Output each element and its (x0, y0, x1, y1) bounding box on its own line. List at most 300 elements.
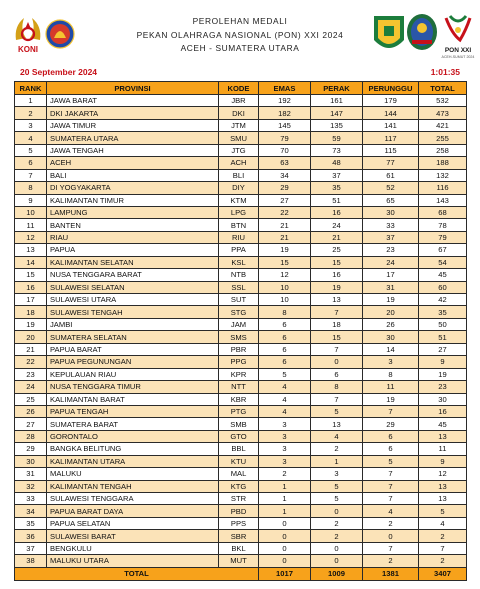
cell-rank: 32 (15, 480, 47, 492)
cell-silver: 2 (311, 530, 363, 542)
cell-code: NTB (219, 269, 259, 281)
cell-gold: 2 (259, 468, 311, 480)
cell-gold: 0 (259, 555, 311, 567)
table-row (15, 517, 467, 529)
cell-province: KALIMANTAN SELATAN (47, 256, 219, 268)
table-row (15, 542, 467, 554)
cell-province: ACEH (47, 157, 219, 169)
cell-total: 12 (419, 468, 467, 480)
cell-rank: 25 (15, 393, 47, 405)
cell-gold: 63 (259, 157, 311, 169)
cell-code: BBL (219, 443, 259, 455)
cell-total: 4 (419, 517, 467, 529)
cell-code: KTM (219, 194, 259, 206)
cell-total: 13 (419, 480, 467, 492)
cell-total: 79 (419, 231, 467, 243)
pon-logo-label: PON XXI (444, 47, 472, 54)
cell-rank: 30 (15, 455, 47, 467)
cell-province: SULAWESI SELATAN (47, 281, 219, 293)
cell-bronze: 141 (363, 119, 419, 131)
table-row (15, 95, 467, 107)
cell-silver: 35 (311, 182, 363, 194)
cell-bronze: 6 (363, 430, 419, 442)
cell-silver: 161 (311, 95, 363, 107)
cell-total: 9 (419, 356, 467, 368)
aceh-crest-icon (374, 16, 404, 48)
cell-total: 45 (419, 269, 467, 281)
cell-silver: 5 (311, 493, 363, 505)
cell-code: PBR (219, 343, 259, 355)
cell-silver: 51 (311, 194, 363, 206)
cell-rank: 38 (15, 555, 47, 567)
cell-code: SMB (219, 418, 259, 430)
total-bronze: 1381 (363, 567, 419, 580)
cell-total: 42 (419, 294, 467, 306)
cell-gold: 0 (259, 517, 311, 529)
cell-code: GTO (219, 430, 259, 442)
koni-emblem-icon (16, 18, 41, 40)
cell-rank: 5 (15, 144, 47, 156)
col-header-gold: EMAS (259, 82, 311, 95)
cell-province: MALUKU UTARA (47, 555, 219, 567)
cell-province: SUMATERA SELATAN (47, 331, 219, 343)
cell-total: 188 (419, 157, 467, 169)
cell-gold: 4 (259, 405, 311, 417)
col-header-bronze: PERUNGGU (363, 82, 419, 95)
cell-code: PTG (219, 405, 259, 417)
table-row (15, 468, 467, 480)
cell-gold: 4 (259, 381, 311, 393)
table-row (15, 256, 467, 268)
cell-code: JTM (219, 119, 259, 131)
cell-bronze: 115 (363, 144, 419, 156)
cell-province: DKI JAKARTA (47, 107, 219, 119)
cell-rank: 7 (15, 169, 47, 181)
cell-bronze: 8 (363, 368, 419, 380)
cell-rank: 34 (15, 505, 47, 517)
cell-bronze: 7 (363, 468, 419, 480)
cell-bronze: 2 (363, 517, 419, 529)
cell-bronze: 30 (363, 206, 419, 218)
cell-province: SULAWESI UTARA (47, 294, 219, 306)
cell-code: NTT (219, 381, 259, 393)
cell-total: 16 (419, 405, 467, 417)
table-row (15, 318, 467, 330)
cell-province: SUMATERA UTARA (47, 132, 219, 144)
cell-province: PAPUA PEGUNUNGAN (47, 356, 219, 368)
cell-code: SMU (219, 132, 259, 144)
cell-bronze: 14 (363, 343, 419, 355)
table-row (15, 119, 467, 131)
cell-province: KALIMANTAN TENGAH (47, 480, 219, 492)
cell-gold: 29 (259, 182, 311, 194)
table-row (15, 244, 467, 256)
cell-rank: 8 (15, 182, 47, 194)
cell-bronze: 179 (363, 95, 419, 107)
sumut-crest-icon (407, 14, 437, 50)
cell-gold: 21 (259, 219, 311, 231)
cell-code: PBD (219, 505, 259, 517)
cell-bronze: 2 (363, 555, 419, 567)
table-row (15, 219, 467, 231)
cell-province: KALIMANTAN UTARA (47, 455, 219, 467)
cell-silver: 147 (311, 107, 363, 119)
table-row (15, 455, 467, 467)
cell-province: JAWA TIMUR (47, 119, 219, 131)
cell-rank: 35 (15, 517, 47, 529)
cell-bronze: 4 (363, 505, 419, 517)
cell-total: 30 (419, 393, 467, 405)
cell-gold: 70 (259, 144, 311, 156)
table-header-row (15, 82, 467, 95)
cell-code: DKI (219, 107, 259, 119)
table-row (15, 206, 467, 218)
cell-code: PPG (219, 356, 259, 368)
cell-total: 473 (419, 107, 467, 119)
cell-province: SUMATERA BARAT (47, 418, 219, 430)
table-row (15, 169, 467, 181)
cell-rank: 1 (15, 95, 47, 107)
cell-province: SULAWESI TENGAH (47, 306, 219, 318)
table-row (15, 231, 467, 243)
report-title-block (100, 15, 380, 56)
table-row (15, 418, 467, 430)
pon-xxi-logo-icon (446, 16, 470, 40)
cell-total: 60 (419, 281, 467, 293)
cell-silver: 25 (311, 244, 363, 256)
cell-code: STG (219, 306, 259, 318)
cell-province: KALIMANTAN BARAT (47, 393, 219, 405)
cell-code: KTU (219, 455, 259, 467)
col-header-code: KODE (219, 82, 259, 95)
report-title-line-3: ACEH - SUMATERA UTARA (180, 43, 300, 53)
pon-logo-sub: ACEH-SUMUT 2024 (441, 55, 475, 59)
cell-gold: 3 (259, 418, 311, 430)
cell-silver: 1 (311, 455, 363, 467)
cell-silver: 59 (311, 132, 363, 144)
cell-total: 132 (419, 169, 467, 181)
cell-bronze: 17 (363, 269, 419, 281)
cell-province: BANGKA BELITUNG (47, 443, 219, 455)
cell-total: 27 (419, 343, 467, 355)
table-row (15, 405, 467, 417)
koni-logo (10, 12, 78, 62)
table-row (15, 356, 467, 368)
cell-silver: 13 (311, 418, 363, 430)
table-row (15, 343, 467, 355)
cell-gold: 34 (259, 169, 311, 181)
cell-gold: 3 (259, 455, 311, 467)
cell-gold: 10 (259, 281, 311, 293)
table-row (15, 430, 467, 442)
cell-rank: 4 (15, 132, 47, 144)
cell-rank: 6 (15, 157, 47, 169)
cell-province: GORONTALO (47, 430, 219, 442)
cell-code: LPG (219, 206, 259, 218)
cell-province: PAPUA BARAT (47, 343, 219, 355)
cell-silver: 16 (311, 206, 363, 218)
cell-total: 45 (419, 418, 467, 430)
cell-total: 2 (419, 530, 467, 542)
table-row (15, 443, 467, 455)
cell-bronze: 7 (363, 480, 419, 492)
cell-total: 532 (419, 95, 467, 107)
cell-bronze: 33 (363, 219, 419, 231)
table-body (15, 95, 467, 568)
total-total: 3407 (419, 567, 467, 580)
cell-silver: 8 (311, 381, 363, 393)
report-date: 20 September 2024 (20, 67, 98, 77)
col-header-silver: PERAK (311, 82, 363, 95)
cell-gold: 1 (259, 480, 311, 492)
cell-province: SULAWESI BARAT (47, 530, 219, 542)
cell-silver: 37 (311, 169, 363, 181)
cell-code: SMS (219, 331, 259, 343)
cell-bronze: 24 (363, 256, 419, 268)
cell-total: 116 (419, 182, 467, 194)
cell-bronze: 77 (363, 157, 419, 169)
cell-province: BALI (47, 169, 219, 181)
cell-province: PAPUA TENGAH (47, 405, 219, 417)
cell-bronze: 6 (363, 443, 419, 455)
cell-gold: 182 (259, 107, 311, 119)
cell-code: KBR (219, 393, 259, 405)
cell-total: 13 (419, 493, 467, 505)
cell-total: 2 (419, 555, 467, 567)
cell-bronze: 144 (363, 107, 419, 119)
cell-bronze: 65 (363, 194, 419, 206)
cell-bronze: 61 (363, 169, 419, 181)
cell-code: BKL (219, 542, 259, 554)
total-gold: 1017 (259, 567, 311, 580)
cell-code: BTN (219, 219, 259, 231)
cell-silver: 5 (311, 480, 363, 492)
cell-rank: 27 (15, 418, 47, 430)
cell-bronze: 7 (363, 405, 419, 417)
cell-gold: 8 (259, 306, 311, 318)
cell-rank: 24 (15, 381, 47, 393)
cell-total: 67 (419, 244, 467, 256)
table-row (15, 294, 467, 306)
cell-bronze: 5 (363, 455, 419, 467)
table-row (15, 182, 467, 194)
cell-code: PPA (219, 244, 259, 256)
cell-gold: 0 (259, 542, 311, 554)
cell-rank: 21 (15, 343, 47, 355)
cell-silver: 73 (311, 144, 363, 156)
cell-silver: 0 (311, 555, 363, 567)
cell-code: JAM (219, 318, 259, 330)
cell-rank: 28 (15, 430, 47, 442)
cell-bronze: 11 (363, 381, 419, 393)
cell-rank: 31 (15, 468, 47, 480)
cell-gold: 0 (259, 530, 311, 542)
cell-bronze: 0 (363, 530, 419, 542)
cell-rank: 18 (15, 306, 47, 318)
cell-total: 255 (419, 132, 467, 144)
cell-bronze: 20 (363, 306, 419, 318)
cell-rank: 19 (15, 318, 47, 330)
cell-gold: 192 (259, 95, 311, 107)
cell-code: PPS (219, 517, 259, 529)
cell-silver: 135 (311, 119, 363, 131)
cell-silver: 6 (311, 368, 363, 380)
col-header-rank: RANK (15, 82, 47, 95)
cell-rank: 37 (15, 542, 47, 554)
cell-code: SUT (219, 294, 259, 306)
cell-bronze: 19 (363, 294, 419, 306)
cell-total: 51 (419, 331, 467, 343)
cell-code: SSL (219, 281, 259, 293)
cell-silver: 5 (311, 405, 363, 417)
table-row (15, 132, 467, 144)
cell-gold: 145 (259, 119, 311, 131)
cell-bronze: 7 (363, 542, 419, 554)
report-title-line-2: PEKAN OLAHRAGA NASIONAL (PON) XXI 2024 (136, 29, 344, 40)
cell-gold: 21 (259, 231, 311, 243)
cell-silver: 7 (311, 343, 363, 355)
cell-rank: 29 (15, 443, 47, 455)
cell-code: KSL (219, 256, 259, 268)
cell-silver: 4 (311, 430, 363, 442)
cell-code: STR (219, 493, 259, 505)
cell-province: DI YOGYAKARTA (47, 182, 219, 194)
cell-total: 11 (419, 443, 467, 455)
table-row (15, 505, 467, 517)
cell-silver: 48 (311, 157, 363, 169)
kemenpora-emblem-icon (46, 20, 74, 48)
report-time: 1:01:35 (430, 67, 460, 77)
cell-bronze: 37 (363, 231, 419, 243)
cell-gold: 6 (259, 356, 311, 368)
cell-code: JBR (219, 95, 259, 107)
cell-gold: 5 (259, 368, 311, 380)
cell-province: RIAU (47, 231, 219, 243)
cell-total: 9 (419, 455, 467, 467)
cell-total: 54 (419, 256, 467, 268)
cell-gold: 10 (259, 294, 311, 306)
cell-code: JTG (219, 144, 259, 156)
cell-bronze: 30 (363, 331, 419, 343)
cell-rank: 12 (15, 231, 47, 243)
cell-silver: 0 (311, 542, 363, 554)
cell-code: BLI (219, 169, 259, 181)
cell-silver: 0 (311, 356, 363, 368)
cell-rank: 9 (15, 194, 47, 206)
cell-gold: 1 (259, 505, 311, 517)
cell-code: SBR (219, 530, 259, 542)
cell-rank: 16 (15, 281, 47, 293)
table-row (15, 381, 467, 393)
cell-rank: 36 (15, 530, 47, 542)
cell-silver: 19 (311, 281, 363, 293)
cell-code: ACH (219, 157, 259, 169)
cell-bronze: 23 (363, 244, 419, 256)
cell-province: SULAWESI TENGGARA (47, 493, 219, 505)
cell-rank: 15 (15, 269, 47, 281)
cell-province: BENGKULU (47, 542, 219, 554)
cell-rank: 11 (15, 219, 47, 231)
cell-rank: 22 (15, 356, 47, 368)
table-row (15, 493, 467, 505)
sponsor-logos (370, 10, 476, 60)
col-header-province: PROVINSI (47, 82, 219, 95)
cell-silver: 18 (311, 318, 363, 330)
cell-bronze: 52 (363, 182, 419, 194)
cell-gold: 3 (259, 443, 311, 455)
cell-gold: 6 (259, 331, 311, 343)
cell-silver: 2 (311, 443, 363, 455)
cell-total: 7 (419, 542, 467, 554)
cell-code: MUT (219, 555, 259, 567)
cell-silver: 3 (311, 468, 363, 480)
table-row (15, 530, 467, 542)
cell-bronze: 29 (363, 418, 419, 430)
cell-silver: 7 (311, 393, 363, 405)
cell-gold: 19 (259, 244, 311, 256)
cell-silver: 13 (311, 294, 363, 306)
header (0, 0, 480, 68)
cell-code: KPR (219, 368, 259, 380)
cell-silver: 15 (311, 256, 363, 268)
table-row (15, 480, 467, 492)
cell-rank: 20 (15, 331, 47, 343)
cell-gold: 1 (259, 493, 311, 505)
table-row (15, 393, 467, 405)
cell-total: 13 (419, 430, 467, 442)
cell-gold: 79 (259, 132, 311, 144)
cell-gold: 15 (259, 256, 311, 268)
cell-province: LAMPUNG (47, 206, 219, 218)
table-total-row (15, 567, 467, 580)
cell-province: NUSA TENGGARA BARAT (47, 269, 219, 281)
cell-total: 78 (419, 219, 467, 231)
cell-silver: 16 (311, 269, 363, 281)
cell-bronze: 117 (363, 132, 419, 144)
cell-rank: 10 (15, 206, 47, 218)
cell-rank: 33 (15, 493, 47, 505)
cell-code: RIU (219, 231, 259, 243)
table-row (15, 269, 467, 281)
table-row (15, 368, 467, 380)
cell-total: 258 (419, 144, 467, 156)
cell-rank: 17 (15, 294, 47, 306)
cell-total: 421 (419, 119, 467, 131)
total-silver: 1009 (311, 567, 363, 580)
cell-silver: 0 (311, 505, 363, 517)
cell-province: MALUKU (47, 468, 219, 480)
cell-bronze: 26 (363, 318, 419, 330)
cell-rank: 3 (15, 119, 47, 131)
cell-rank: 13 (15, 244, 47, 256)
cell-gold: 12 (259, 269, 311, 281)
cell-silver: 21 (311, 231, 363, 243)
cell-bronze: 7 (363, 493, 419, 505)
medal-table (14, 81, 467, 581)
report-title-line-1: PEROLEHAN MEDALI (192, 16, 288, 26)
cell-province: KALIMANTAN TIMUR (47, 194, 219, 206)
cell-province: BANTEN (47, 219, 219, 231)
cell-rank: 23 (15, 368, 47, 380)
cell-silver: 2 (311, 517, 363, 529)
cell-code: MAL (219, 468, 259, 480)
cell-silver: 7 (311, 306, 363, 318)
cell-total: 19 (419, 368, 467, 380)
table-row (15, 144, 467, 156)
cell-total: 5 (419, 505, 467, 517)
col-header-total: TOTAL (419, 82, 467, 95)
cell-province: PAPUA SELATAN (47, 517, 219, 529)
